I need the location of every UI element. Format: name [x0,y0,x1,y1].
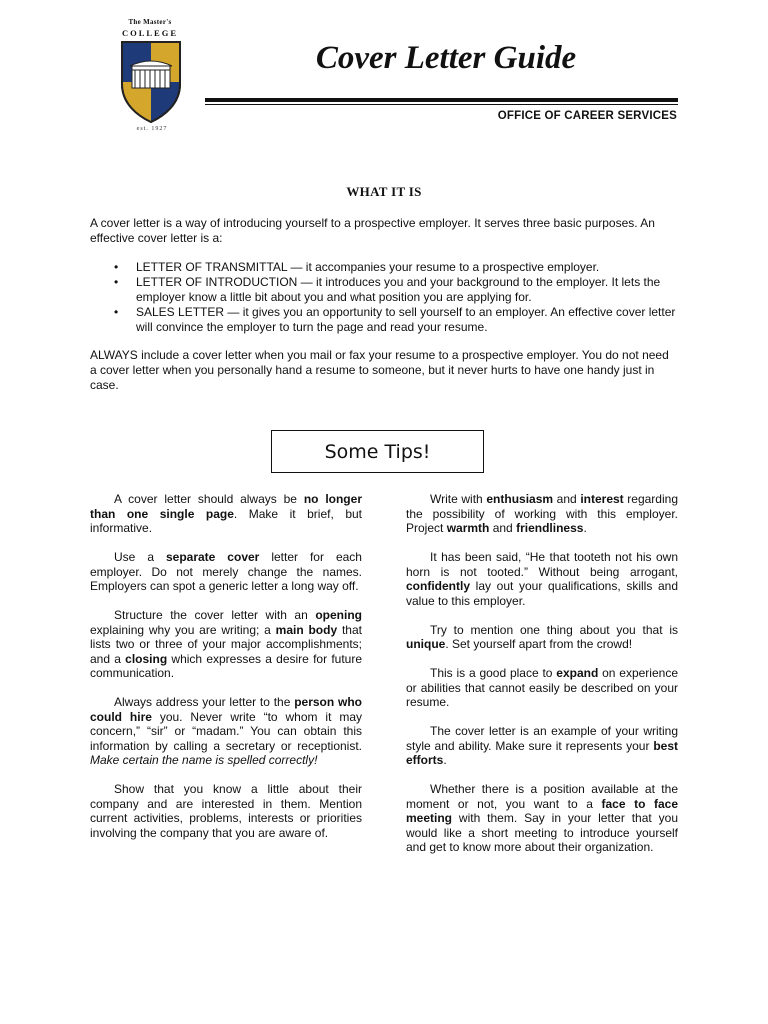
tip-paragraph [406,550,678,608]
tip-paragraph [90,695,362,768]
tip-emphasis: unique [406,637,446,651]
tips-heading: Some Tips! [324,440,431,463]
tip-text: and [489,521,517,535]
shield-icon [120,40,182,124]
document-title: Cover Letter Guide [315,40,577,76]
tips-heading-box [271,430,484,473]
tip-text: with them. Say in your letter that you would like a short meeting to introduce yourself and get to know more about their organization. [406,811,678,854]
tip-text: . [583,521,587,535]
tip-text: you. Never write “to whom it may concern,” “sir” or “madam.” You can obtain this information by calling a secretary or receptionist. [90,709,362,753]
tips-right-column [406,492,678,869]
tip-paragraph [406,666,678,710]
tip-paragraph [406,623,678,652]
tip-emphasis: warmth [446,521,490,535]
tips-left-column [90,492,362,855]
always-paragraph: ALWAYS include a cover letter when you mail or fax your resume to a prospective employer. You do not need a cover letter when you personally hand a resume to someone, but it never hurts to have one handy just in case. [90,348,669,392]
tip-paragraph [406,724,678,768]
tip-emphasis: face to face meeting [406,796,679,825]
tip-emphasis: friendliness [516,521,584,535]
tip-text: A cover letter should always be [114,492,304,506]
tip-italic: Make certain the name is spelled correctly! [90,753,318,767]
tip-text: regarding the possibility of working with this employer. Project [406,492,678,535]
tip-paragraph [90,550,362,594]
tip-emphasis: no longer than one single page [90,492,362,521]
tip-text: It has been said, “He that tooteth not his own horn is not tooted.” Without being arrogant, [406,550,678,579]
purpose-text: LETTER OF TRANSMITTAL — it accompanies your resume to a prospective employer. [136,260,600,274]
tip-paragraph [406,492,678,536]
bullet-icon: • [114,260,119,274]
tip-text: . [443,753,447,767]
tip-paragraph [406,782,678,855]
tip-text: Try to mention one thing about you that is [430,622,678,637]
tip-text: Always address your letter to the [114,695,295,709]
logo-est: est. 1927 [136,126,168,132]
tip-text: explaining why you are writing; a [90,622,276,637]
tip-text: Structure the cover letter with an [114,608,316,622]
purposes-list [90,260,678,335]
list-item [90,305,678,335]
tip-text: Write with [430,492,487,506]
logo-name-line1: The Master's [128,18,172,26]
tip-text: Whether there is a position available at the moment or not, you want to a [406,782,678,811]
tip-emphasis: separate cover [165,550,260,564]
tip-paragraph [90,608,362,681]
tip-text: lay out your qualifications, skills and value to this employer. [406,579,678,608]
tip-emphasis: person who could hire [90,695,363,724]
header-rule-thin [205,104,678,105]
tip-text: letter for each employer. Do not merely change the names. Employers can spot a generic letter a long way off. [90,550,362,593]
bullet-icon: • [114,305,119,319]
section-heading-what-it-is: WHAT IT IS [346,184,422,199]
intro-paragraph: A cover letter is a way of introducing yourself to a prospective employer. It serves three basic purposes. An effective cover letter is a: [90,216,655,245]
tip-text: that lists two or three of your major accomplishments; and a [90,622,362,666]
list-item [90,260,678,275]
tip-emphasis: main body [275,622,338,637]
logo-name-line2: COLLEGE [121,28,179,38]
office-name: OFFICE OF CAREER SERVICES [497,110,677,122]
tip-text: Show that you know a little about their company and are interested in them. Mention current activities, problems, interests or priorities involving the company that you are aware of. [90,782,362,840]
bullet-icon: • [114,275,119,289]
tip-text: on experience or abilities that cannot easily be described on your resume. [406,666,678,709]
list-item [90,275,678,305]
tip-text: . Set yourself apart from the crowd! [445,637,633,651]
tip-paragraph [90,782,362,840]
purpose-text: SALES LETTER — it gives you an opportunity to sell yourself to an employer. An effective cover letter will convince the employer to turn the page and read your resume. [136,305,676,334]
college-logo [112,18,192,132]
tip-emphasis: interest [580,492,624,506]
tip-emphasis: confidently [406,579,471,593]
tip-text: The cover letter is an example of your writing style and ability. Make sure it represents your [406,724,678,753]
tip-text: This is a good place to [430,666,557,680]
tip-text: . Make it brief, but informative. [90,506,363,535]
tip-paragraph [90,492,362,536]
tip-emphasis: closing [125,651,168,666]
tip-text: which expresses a desire for future communication. [90,651,362,680]
tip-text: Use a [114,550,166,564]
tip-text: and [553,492,581,506]
tip-emphasis: expand [556,666,599,680]
tip-emphasis: best efforts [406,738,678,767]
purpose-text: LETTER OF INTRODUCTION — it introduces you and your background to the employer. It lets the employer know a little bit about you and what position you are applying for. [136,275,661,304]
header-rule-thick [205,98,678,102]
tip-emphasis: opening [315,608,362,622]
tip-emphasis: enthusiasm [486,492,554,506]
